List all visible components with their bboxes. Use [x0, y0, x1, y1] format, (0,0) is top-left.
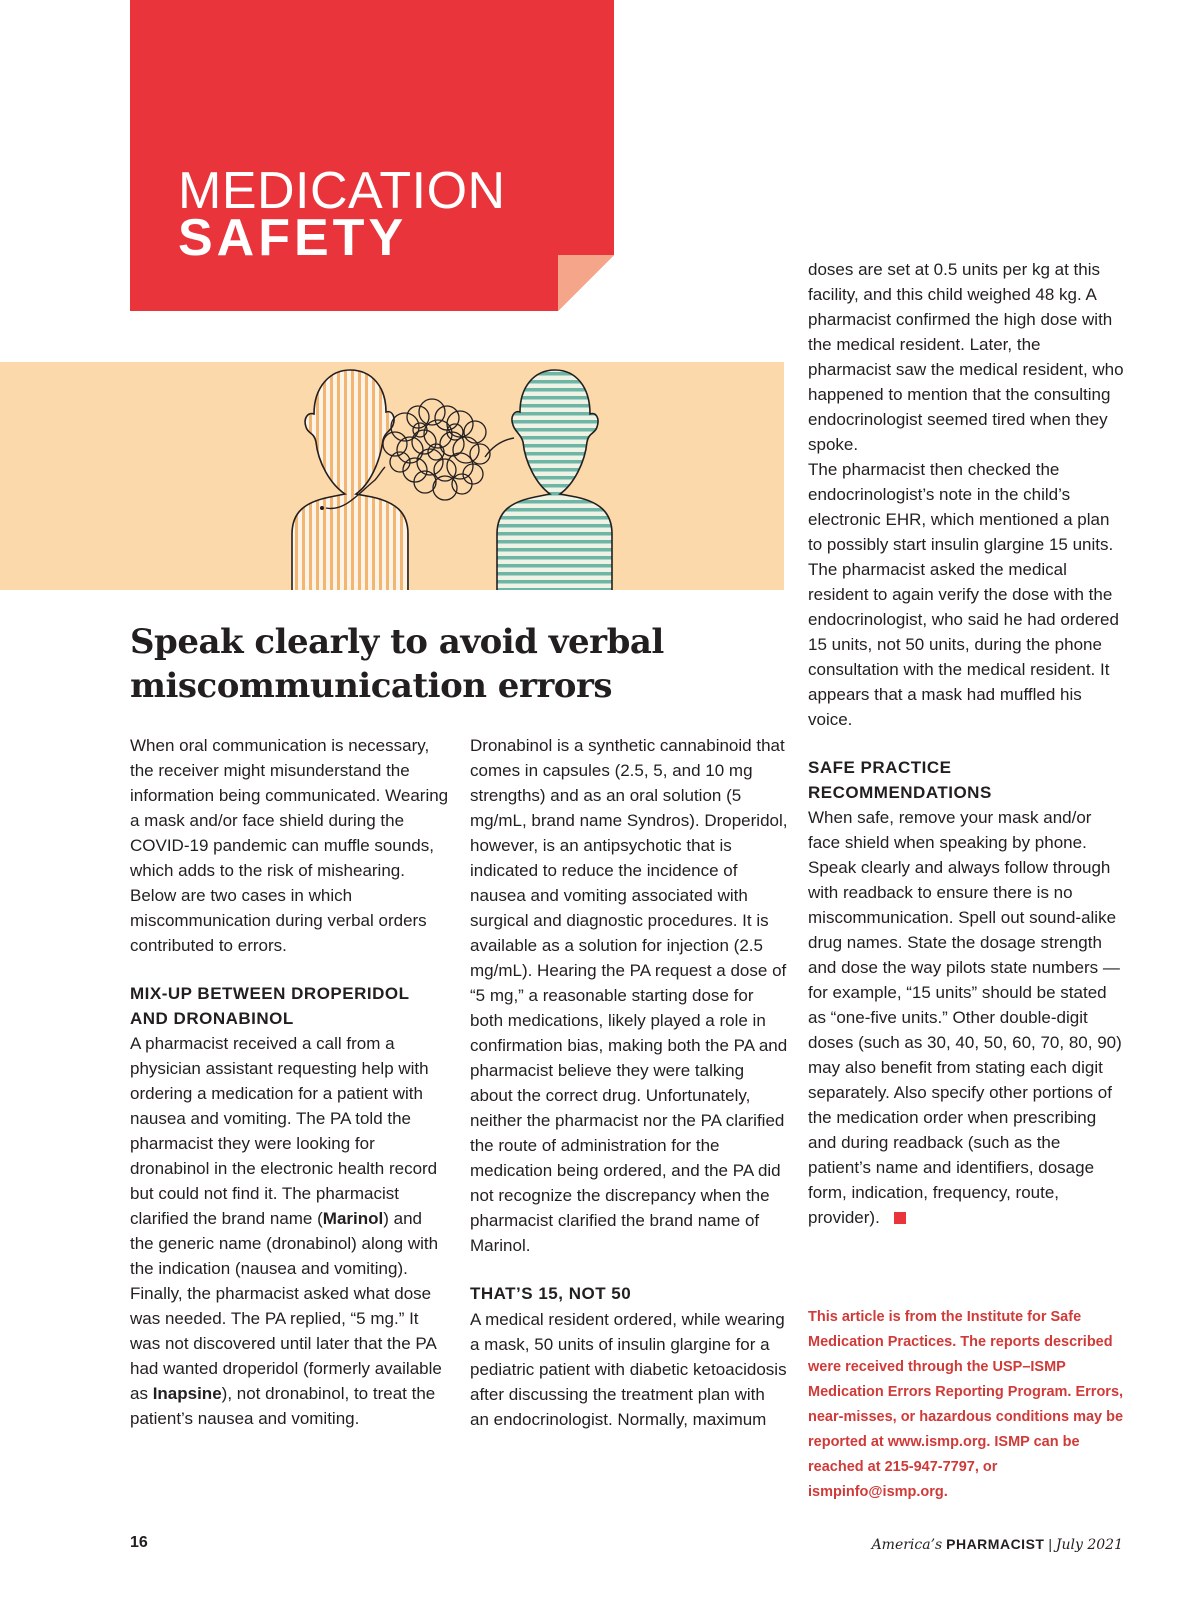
case1-text-part3: ), not dronabinol, to treat the patient’s nausea and vomiting. [130, 1384, 436, 1428]
subheading-safe-practice [808, 756, 1126, 805]
case2-continuation-1: doses are set at 0.5 units per kg at this facility, and this child weighed 48 kg. A pharmacist confirmed the high dose with the medical resident. Later, the pharmacist saw the medical resident, who happened to mention that the consulting endocrinologist seemed tired when they spoke. [808, 260, 1124, 454]
column-3 [808, 257, 1126, 1230]
credit-text: This article is from the Institute for Safe Medication Practices. The reports described were received through the USP–ISMP Medication Errors Reporting Program. Errors, near-misses, or hazardous conditions may be reported at www.ismp.org. ISMP can be reached at 215-947-7797, or ismpinfo@ismp.org. [808, 1309, 1124, 1500]
subheading-droperidol-dronabinol [130, 982, 450, 1031]
column-2 [470, 733, 788, 1432]
case2-paragraph: A medical resident ordered, while wearing a mask, 50 units of insulin glargine for a pediatric patient with diabetic ketoacidosis after discussing the treatment plan with an endocrinologist. Normally, maximum [470, 1309, 787, 1429]
subheading-thats-15-not-50: THAT’S 15, NOT 50 [470, 1284, 632, 1303]
footer-separator: | [1048, 1536, 1052, 1552]
page-curl-corner [558, 255, 614, 311]
intro-paragraph: When oral communication is necessary, the receiver might misunderstand the information being communicated. Wearing a mask and/or face shield during the COVID-19 pandemic can muffle sounds, which adds to the risk of mishearing. Below are two cases in which miscommunication during verbal orders contributed to errors. [130, 736, 449, 955]
case2-continuation-2: The pharmacist then checked the endocrinologist’s note in the child’s electronic EHR, which mentioned a plan to possibly start insulin glargine 15 units. The pharmacist asked the medical resident to again verify the dose with the endocrinologist, who said he had ordered 15 units, not 50 units, during the phone consultation with the medical resident. It appears that a mask had muffled his voice. [808, 460, 1119, 729]
subheading-line2: AND DRONABINOL [130, 1008, 294, 1028]
ismp-credit-note [808, 1305, 1126, 1505]
recommendations-paragraph [808, 805, 1126, 1230]
issue-date: July 2021 [1055, 1537, 1123, 1553]
end-of-article-mark [894, 1212, 906, 1224]
recommendations-text: When safe, remove your mask and/or face shield when speaking by phone. Speak clearly and always follow through with readback to ensure there is no miscommunication. Spell out sound-alike drug names. State the dosage strength and dose the way pilots state numbers — for example, “15 units” should be stated as “one-five units.” Other double-digit doses (such as 30, 40, 50, 60, 70, 80, 90) may also benefit from stating each digit separately. Also specify other portions of the medication order when prescribing and during readback (such as the patient’s name and identifiers, dosage form, indication, frequency, route, provider). [808, 808, 1122, 1227]
case1-text-part1: A pharmacist received a call from a physician assistant requesting help with ordering a medication for a patient with nausea and vomiting. The PA told the pharmacist they were looking for dronabinol in the electronic health record but could not find it. The pharmacist clarified the brand name ( [130, 1034, 438, 1228]
section-title-line2: SAFETY [178, 209, 408, 267]
page-number: 16 [130, 1534, 148, 1551]
running-footer [872, 1536, 1123, 1553]
subheading-line2: RECOMMENDATIONS [808, 782, 992, 802]
case1-paragraph [130, 1031, 450, 1431]
headline-line1: Speak clearly to avoid verbal [130, 622, 664, 662]
magazine-name: PHARMACIST [946, 1536, 1045, 1552]
illustration-two-people-talking [0, 362, 784, 590]
magazine-prefix: America’s [871, 1537, 943, 1553]
section-title-line1: MEDICATION [178, 162, 506, 220]
case1-continuation: Dronabinol is a synthetic cannabinoid that comes in capsules (2.5, 5, and 10 mg strengths) and as an oral solution (5 mg/mL, brand name Syndros). Droperidol, however, is an antipsychotic that is indicated to reduce the incidence of nausea and vomiting associated with surgical and diagnostic procedures. It is available as a solution for injection (2.5 mg/mL). Hearing the PA request a dose of “5 mg,” a reasonable starting dose for both medications, likely played a role in confirmation bias, making both the PA and pharmacist believe they were talking about the correct drug. Unfortunately, neither the pharmacist nor the PA clarified the route of administration for the medication being ordered, and the PA did not recognize the discrepancy when the pharmacist clarified the brand name of Marinol. [470, 736, 788, 1255]
article-headline [130, 620, 750, 708]
subheading-line1: SAFE PRACTICE [808, 758, 952, 777]
brand-name-marinol: Marinol [322, 1209, 384, 1228]
section-title [178, 162, 506, 267]
subheading-line1: MIX-UP BETWEEN DROPERIDOL [130, 984, 410, 1003]
case1-text-part2: ) and the generic name (dronabinol) along with the indication (nausea and vomiting). Finally, the pharmacist asked what dose was needed. The PA replied, “5 mg.” It was not discovered until later that the PA had wanted droperidol (formerly available as [130, 1209, 442, 1403]
brand-name-inapsine: Inapsine [152, 1384, 222, 1403]
headline-line2: miscommunication errors [130, 666, 612, 706]
column-1 [130, 733, 450, 1431]
